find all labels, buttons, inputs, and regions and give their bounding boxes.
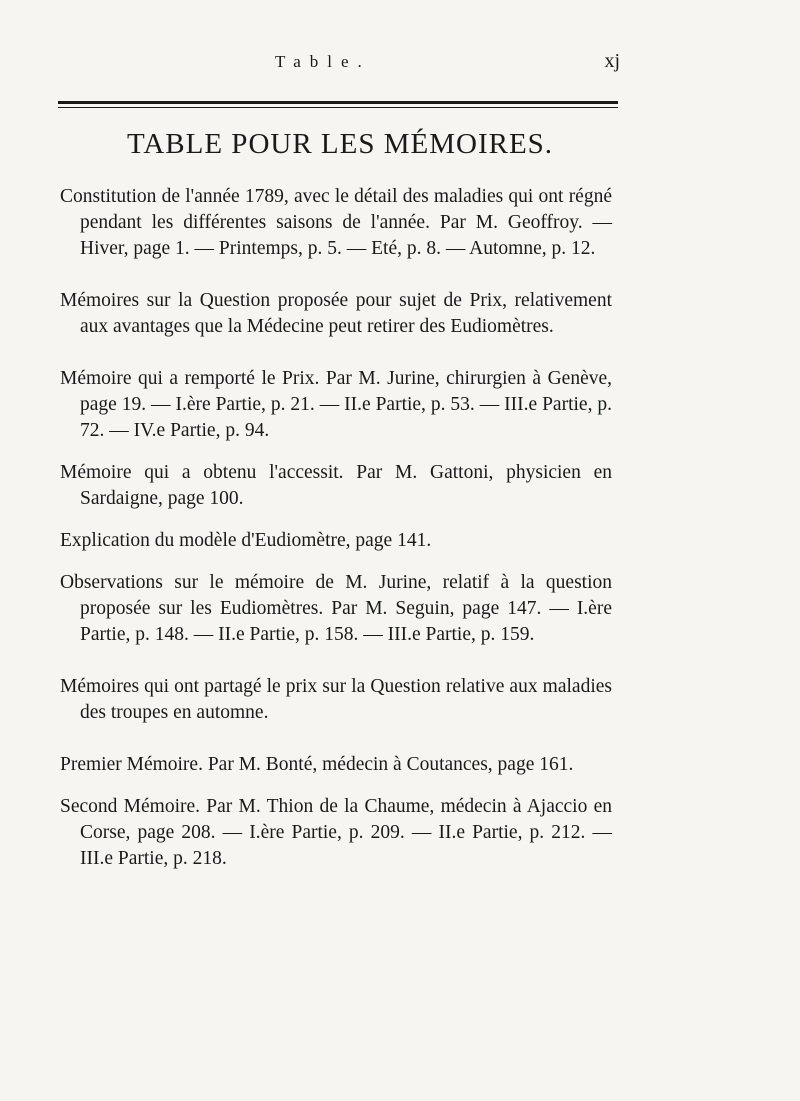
- toc-entry-observations: Observations sur le mémoire de M. Jurine, relatif à la question proposée sur les Eudiomètres. Par M. Seguin, page 147. — I.ère Partie, p. 148. — II.e Partie, p. 158. — III.e Partie, p. 159.: [60, 572, 612, 645]
- toc-entry-accessit-memoir: Mémoire qui a obtenu l'accessit. Par M. Gattoni, physicien en Sardaigne, page 100.: [60, 462, 612, 509]
- toc-entry-first-memoir: Premier Mémoire. Par M. Bonté, médecin à Coutances, page 161.: [60, 754, 574, 775]
- toc-entry-question-heading: Mémoires sur la Question proposée pour sujet de Prix, relativement aux avantages que la Médecine peut retirer des Eudiomètres.: [60, 290, 612, 337]
- toc-entry-second-memoir: Second Mémoire. Par M. Thion de la Chaume, médecin à Ajaccio en Corse, page 208. — I.ère Partie, p. 209. — II.e Partie, p. 212. — III.e Partie, p. 218.: [60, 796, 612, 869]
- page-number: xj: [604, 50, 620, 72]
- toc-entry-eudiometre-model: Explication du modèle d'Eudiomètre, page 141.: [60, 530, 432, 551]
- header-rule: [58, 101, 618, 104]
- running-head-title: Table.: [275, 52, 371, 71]
- table-of-contents: [60, 184, 612, 872]
- running-head: [60, 50, 620, 73]
- section-title: TABLE POUR LES MÉMOIRES.: [126, 128, 554, 160]
- toc-entry-prize-memoir: Mémoire qui a remporté le Prix. Par M. Jurine, chirurgien à Genève, page 19. — I.ère Partie, p. 21. — II.e Partie, p. 53. — III.e Partie, p. 72. — IV.e Partie, p. 94.: [60, 368, 612, 441]
- toc-entry-shared-prize-heading: Mémoires qui ont partagé le prix sur la Question relative aux maladies des troupes en automne.: [60, 676, 612, 723]
- toc-entry-constitution: Constitution de l'année 1789, avec le détail des maladies qui ont régné pendant les différentes saisons de l'année. Par M. Geoffroy. — Hiver, page 1. — Printemps, p. 5. — Eté, p. 8. — Automne, p. 12.: [60, 186, 612, 259]
